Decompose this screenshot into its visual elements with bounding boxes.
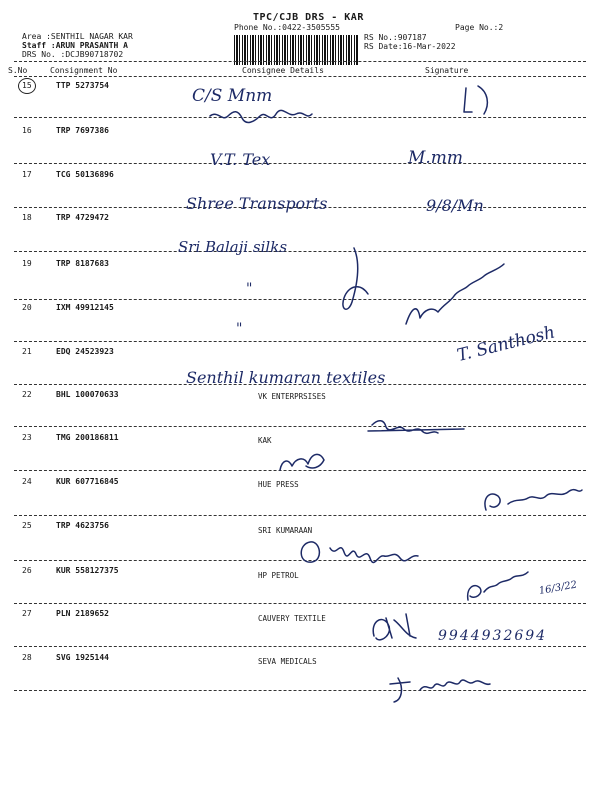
ditto-mark: " — [236, 321, 243, 337]
row-consignee: SRI KUMARAAN — [258, 526, 313, 535]
signature-scribble — [366, 608, 426, 652]
row-consignment: IXM 49912145 — [56, 303, 114, 312]
signature-scribble — [205, 104, 315, 130]
row-sno: 26 — [22, 566, 32, 575]
row-sno: 22 — [22, 390, 32, 399]
column-header-consignee: Consignee Details — [242, 66, 324, 75]
row-divider — [14, 251, 586, 252]
handwritten-consignee: Shree Transports — [186, 194, 328, 213]
area-label: Area :SENTHIL NAGAR KAR — [22, 32, 133, 41]
rs-number: RS No.:907187 — [364, 33, 427, 42]
row-consignment: SVG 1925144 — [56, 653, 109, 662]
row-consignment: TTP 5273754 — [56, 81, 109, 90]
signature-scribble — [272, 446, 332, 478]
row-consignment: TRP 7697386 — [56, 126, 109, 135]
row-consignment: TMG 200186811 — [56, 433, 119, 442]
drs-number: DRS No. :DCJB90718702 — [22, 50, 124, 59]
row-divider — [14, 163, 586, 164]
handwritten-signature: M.mm — [408, 148, 464, 168]
signature-scribble — [460, 570, 540, 610]
row-consignment: PLN 2189652 — [56, 609, 109, 618]
row-consignment: TRP 8187683 — [56, 259, 109, 268]
row-consignment: KUR 607716845 — [56, 477, 119, 486]
row-divider — [14, 426, 586, 427]
row-consignment: EDQ 24523923 — [56, 347, 114, 356]
document-title: TPC/CJB DRS - KAR — [253, 12, 364, 23]
signature-scribble — [380, 668, 510, 706]
row-divider — [14, 646, 586, 647]
signature-scribble — [296, 534, 446, 570]
handwritten-consignee: C/S Mnm — [192, 86, 273, 106]
row-sno: 15 — [22, 81, 32, 90]
signature-scribble — [478, 482, 588, 516]
row-sno: 17 — [22, 170, 32, 179]
signature-scribble — [332, 242, 382, 322]
row-consignment: BHL 100070633 — [56, 390, 119, 399]
signature-scribble — [458, 82, 498, 120]
row-consignee: CAUVERY TEXTILE — [258, 614, 326, 623]
rs-date: RS Date:16-Mar-2022 — [364, 42, 456, 51]
row-sno: 27 — [22, 609, 32, 618]
handwritten-consignee: Sri Balaji silks — [178, 238, 288, 256]
header-divider-top — [14, 61, 586, 62]
handwritten-consignee: Senthil kumaran textiles — [186, 368, 386, 387]
row-sno: 25 — [22, 521, 32, 530]
column-header-sno: S.No — [8, 66, 28, 75]
header-divider-bottom — [14, 76, 586, 77]
row-consignment: TCG 50136896 — [56, 170, 114, 179]
row-sno: 19 — [22, 259, 32, 268]
row-sno: 23 — [22, 433, 32, 442]
row-sno: 18 — [22, 213, 32, 222]
handwritten-date: 16/3/22 — [538, 579, 578, 597]
row-sno: 24 — [22, 477, 32, 486]
handwritten-consignee: V.T. Tex — [210, 150, 271, 169]
row-consignee: HUE PRESS — [258, 480, 299, 489]
row-sno: 16 — [22, 126, 32, 135]
column-header-signature: Signature — [425, 66, 469, 75]
ditto-mark: " — [246, 281, 253, 297]
page-number: Page No.:2 — [455, 23, 504, 32]
signature-scribble — [364, 417, 474, 441]
handwritten-phone-number: 9944932694 — [438, 628, 548, 644]
row-consignee: HP PETROL — [258, 571, 299, 580]
phone-number: Phone No.:0422-3505555 — [234, 23, 340, 32]
signature-scribble — [398, 266, 528, 334]
row-consignee: SEVA MEDICALS — [258, 657, 317, 666]
column-header-consignment: Consignment No — [50, 66, 118, 75]
staff-label: Staff :ARUN PRASANTH A — [22, 41, 128, 50]
handwritten-signature: T. Santhosh — [455, 322, 558, 366]
row-sno: 28 — [22, 653, 32, 662]
row-consignment: TRP 4623756 — [56, 521, 109, 530]
row-consignee: VK ENTERPRSISES — [258, 392, 326, 401]
handwritten-signature: 9/8/Mn — [426, 196, 484, 215]
row-sno: 20 — [22, 303, 32, 312]
row-consignment: KUR 558127375 — [56, 566, 119, 575]
row-consignment: TRP 4729472 — [56, 213, 109, 222]
row-sno: 21 — [22, 347, 32, 356]
row-consignee: KAK — [258, 436, 272, 445]
